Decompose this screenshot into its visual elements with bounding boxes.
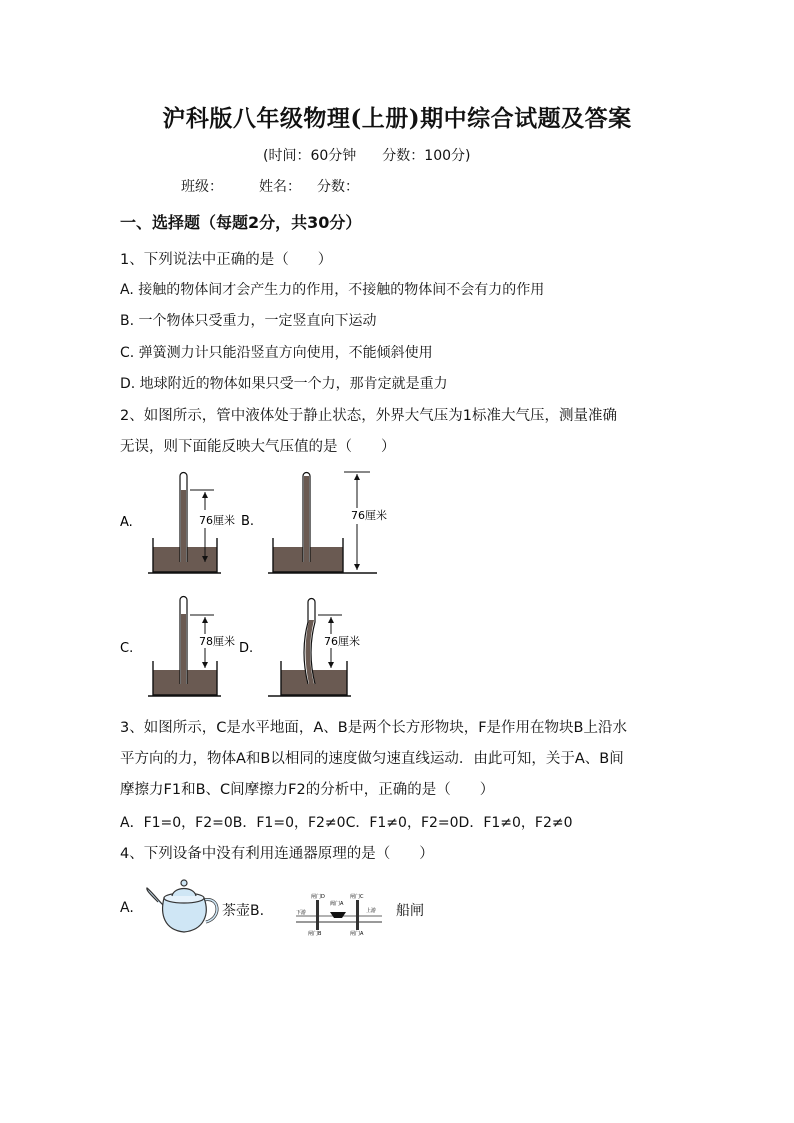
page-title: 沪科版八年级物理(上册)期中综合试题及答案 [162, 105, 632, 132]
q4-label-a: A. [120, 900, 134, 916]
q3-stem-line3: 摩擦力F1和B、C间摩擦力F2的分析中，正确的是（ ） [120, 782, 495, 798]
class-label: 班级： [181, 179, 223, 195]
figure-d-label: 76厘米 [324, 635, 360, 648]
q1-option-c: C. 弹簧测力计只能沿竖直方向使用，不能倾斜使用 [120, 345, 433, 361]
lock-gate-c: 闸门C [350, 894, 364, 900]
name-label: 姓名： [259, 179, 301, 195]
q2-label-c: C. [120, 641, 134, 656]
score-text: 分数：100分) [382, 148, 471, 164]
q1-option-b: B. 一个物体只受重力，一定竖直向下运动 [120, 313, 377, 329]
q2-figure [118, 462, 388, 697]
ship-lock-label: 船闸 [396, 903, 424, 919]
figure-a-label: 76厘米 [199, 514, 235, 527]
q2-stem-line1: 2、如图所示，管中液体处于静止状态，外界大气压为1标准大气压，测量准确 [120, 408, 617, 424]
lock-downstream: 下游 [296, 910, 307, 916]
lock-upstream: 上游 [366, 908, 377, 914]
teapot-label: 茶壶B. [222, 903, 265, 919]
figure-a [148, 473, 235, 574]
figure-c-label: 78厘米 [199, 635, 235, 648]
lock-valve: 阀门A [330, 901, 344, 907]
q3-stem-line1: 3、如图所示，C是水平地面，A、B是两个长方形物块，F是作用在物块B上沿水 [120, 720, 628, 736]
lock-gate-b: 闸门B [308, 931, 322, 936]
ship-lock-image [294, 892, 384, 936]
q3-stem-line2: 平方向的力，物体A和B以相同的速度做匀速直线运动．由此可知，关于A、B间 [120, 751, 624, 767]
section-heading: 一、选择题（每题2分，共30分） [120, 213, 362, 232]
q2-label-d: D. [239, 641, 254, 656]
time-text: (时间：60分钟 [263, 148, 357, 164]
exam-meta [263, 145, 470, 165]
q1-option-d: D. 地球附近的物体如果只受一个力，那肯定就是重力 [120, 376, 448, 392]
figure-b-label: 76厘米 [351, 509, 387, 522]
q2-stem-line2: 无误，则下面能反映大气压值的是（ ） [120, 439, 396, 455]
lock-gate-d: 闸门D [311, 894, 325, 900]
lock-gate-a: 闸门A [350, 931, 364, 936]
q2-label-b: B. [241, 514, 255, 529]
q1-stem: 1、下列说法中正确的是（ ） [120, 252, 333, 268]
student-info [181, 176, 359, 196]
q4-stem: 4、下列设备中没有利用连通器原理的是（ ） [120, 846, 434, 862]
teapot-image [144, 874, 224, 938]
q1-option-a: A. 接触的物体间才会产生力的作用，不接触的物体间不会有力的作用 [120, 282, 545, 298]
q3-options: A．F1=0，F2=0B．F1=0，F2≠0C．F1≠0，F2=0D．F1≠0，F2≠0 [120, 815, 573, 831]
q2-label-a: A. [120, 515, 133, 530]
figure-d [268, 599, 360, 697]
score-label: 分数： [317, 179, 359, 195]
figure-c [148, 597, 235, 697]
figure-b [268, 472, 387, 573]
